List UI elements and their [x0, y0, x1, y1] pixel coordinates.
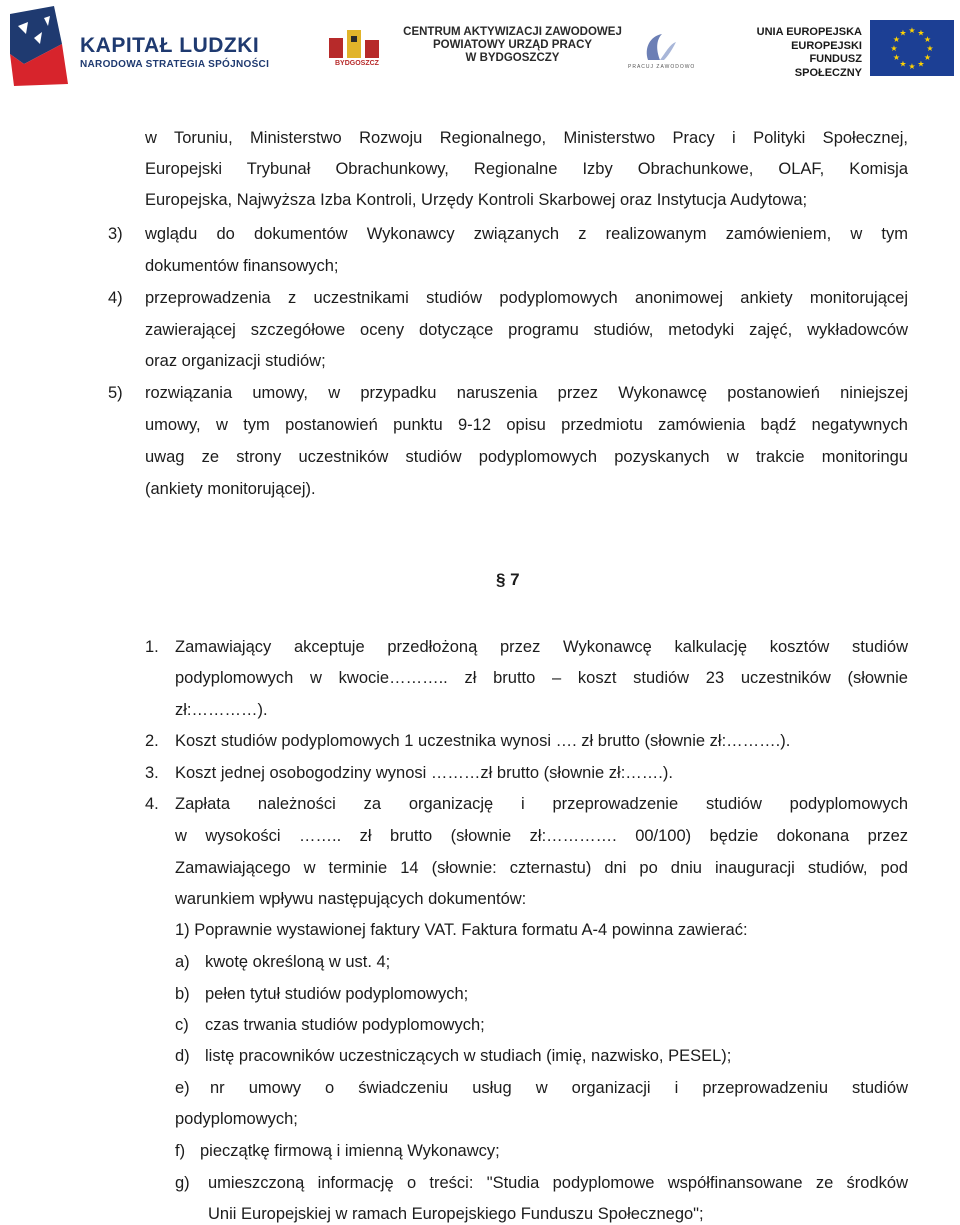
svg-text:★: ★ — [899, 59, 907, 69]
ue-line: UNIA EUROPEJSKA — [756, 26, 862, 38]
section-heading: § 7 — [496, 570, 520, 589]
list-item-line: kwotę określoną w ust. 4; — [205, 953, 391, 971]
svg-text:★: ★ — [908, 26, 916, 35]
list-item-line: Zamawiający akceptuje przedłożoną przez Wykonawcę kalkulację kosztów studiów — [175, 638, 908, 656]
list-item-line: pieczątkę firmową i imienną Wykonawcy; — [200, 1142, 500, 1160]
svg-text:★: ★ — [926, 44, 934, 53]
ue-line: EUROPEJSKI — [791, 39, 862, 52]
caz-line: W BYDGOSZCZY — [465, 52, 560, 64]
list-item-line: listę pracowników uczestniczących w studiach (imię, nazwisko, PESEL); — [205, 1047, 732, 1065]
list-letter: a) — [175, 953, 190, 971]
list-letter: e) — [175, 1079, 190, 1097]
list-letter: b) — [175, 985, 190, 1003]
list-number: 2. — [145, 732, 159, 750]
bydgoszcz-label: BYDGOSZCZ — [335, 60, 379, 67]
list-number: 3) — [108, 225, 123, 243]
list-item-line: rozwiązania umowy, w przypadku naruszenia przez Wykonawcę postanowień niniejszej — [145, 384, 908, 402]
list-item-line: przeprowadzenia z uczestnikami studiów podyplomowych anonimowej ankiety monitorującej — [145, 289, 908, 307]
list-item-line: pełen tytuł studiów podyplomowych; — [205, 985, 469, 1003]
list-item-line: podyplomowych w kwocie……….. zł brutto – koszt studiów 23 uczestników (słownie — [175, 669, 908, 687]
list-item-line: Unii Europejskiej w ramach Europejskiego Funduszu Społecznego"; — [208, 1205, 704, 1223]
list-number: 1. — [145, 638, 159, 656]
svg-text:★: ★ — [890, 44, 898, 53]
list-item-line: zł:…………). — [175, 701, 268, 719]
list-item-line: uwag ze strony uczestników studiów podyplomowych pozyskanych w trakcie monitoringu — [145, 448, 908, 466]
list-letter: c) — [175, 1016, 189, 1034]
paragraph-line: Europejski Trybunał Obrachunkowy, Regionalne Izby Obrachunkowe, OLAF, Komisja — [145, 160, 908, 178]
list-item-line: umieszczoną informację o treści: "Studia podyplomowe współfinansowane ze środków — [208, 1174, 908, 1192]
list-item-line: Zapłata należności za organizację i przeprowadzenie studiów podyplomowych — [175, 795, 908, 813]
caz-line: CENTRUM AKTYWIZACJI ZAWODOWEJ — [403, 26, 622, 38]
paragraph-line: w Toruniu, Ministerstwo Rozwoju Regionalnego, Ministerstwo Pracy i Polityki Społecznej, — [145, 129, 908, 147]
list-item-line: wglądu do dokumentów Wykonawcy związanych z realizowanym zamówieniem, w tym — [145, 225, 908, 243]
list-item-line: oraz organizacji studiów; — [145, 352, 326, 370]
list-number: 5) — [108, 384, 123, 402]
kapital-ludzki-title: KAPITAŁ LUDZKI — [80, 34, 260, 57]
list-number: 4) — [108, 289, 123, 307]
list-item-line: umowy, w tym postanowień punktu 9-12 opisu przedmiotu zamówienia bądź negatywnych — [145, 416, 908, 434]
list-item-line: 1) Poprawnie wystawionej faktury VAT. Faktura formatu A-4 powinna zawierać: — [175, 921, 748, 939]
svg-text:★: ★ — [892, 35, 901, 44]
paragraph-line: Europejska, Najwyższa Izba Kontroli, Urzędy Kontroli Skarbowej oraz Instytucja Audytowa; — [145, 191, 808, 209]
ue-line: FUNDUSZ SPOŁECZNY — [794, 53, 862, 79]
caz-line: POWIATOWY URZĄD PRACY — [432, 39, 593, 51]
list-item-line: nr umowy o świadczeniu usług w organizacji i przeprowadzeniu studiów — [210, 1079, 908, 1097]
list-letter: d) — [175, 1047, 190, 1065]
list-item-line: Koszt jednej osobogodziny wynosi ………zł brutto (słownie zł:…….). — [175, 764, 673, 782]
list-item-line: w wysokości …….. zł brutto (słownie zł:…………. 00/100) będzie dokonana przez — [175, 827, 908, 845]
svg-text:★: ★ — [899, 28, 907, 38]
list-item-line: warunkiem wpływu następujących dokumentów: — [175, 890, 527, 908]
list-number: 4. — [145, 795, 159, 813]
list-item-line: czas trwania studiów podyplomowych; — [205, 1016, 485, 1034]
list-item-line: (ankiety monitorującej). — [145, 480, 316, 498]
list-letter: g) — [175, 1174, 190, 1192]
list-item-line: dokumentów finansowych; — [145, 257, 339, 275]
list-item-line: Koszt studiów podyplomowych 1 uczestnika wynosi …. zł brutto (słownie zł:……….). — [175, 732, 791, 750]
svg-text:★: ★ — [892, 53, 901, 62]
svg-text:★: ★ — [917, 28, 925, 38]
kapital-ludzki-subtitle: NARODOWA STRATEGIA SPÓJNOŚCI — [80, 59, 270, 70]
svg-text:★: ★ — [908, 62, 916, 71]
svg-text:★: ★ — [923, 35, 932, 44]
list-number: 3. — [145, 764, 159, 782]
list-item-line: podyplomowych; — [175, 1110, 298, 1128]
list-item-line: zawierającej szczegółowe oceny dotyczące programu studiów, metodyki zajęć, wykładowców — [145, 321, 908, 339]
svg-text:★: ★ — [923, 53, 932, 62]
pracuj-label: PRACUJ ZAWODOWO — [628, 64, 696, 70]
list-letter: f) — [175, 1142, 186, 1160]
svg-text:★: ★ — [917, 59, 925, 69]
list-item-line: Zamawiającego w terminie 14 (słownie: czternastu) dni po dniu inauguracji studiów, pod — [175, 859, 908, 877]
